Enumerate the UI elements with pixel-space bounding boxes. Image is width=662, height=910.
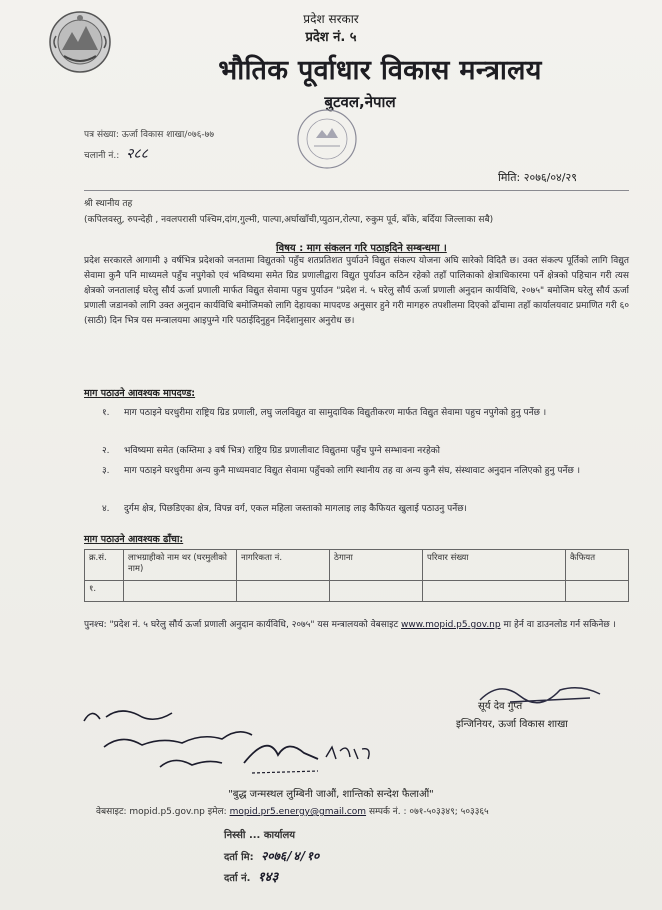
registration-number-value: १४३	[257, 870, 279, 885]
signatory-name: सूर्य देव गुप्त	[478, 701, 523, 712]
email-link[interactable]: mopid.pr5.energy@gmail.com	[229, 807, 367, 817]
signatory-title: इन्जिनियर, ऊर्जा विकास शाखा	[456, 719, 568, 730]
registration-stamp	[224, 825, 394, 887]
criteria-text: माग पठाइने घरधुरीमा अन्य कुनै माध्यमवाट विद्युत सेवामा पहुँचको लागि स्थानीय तह वा अन्य कुनै संघ, संस्थावाट अनुदान नलिएको हुनु पर्नेछ ।	[124, 466, 581, 476]
table-header-cell: नागरिकता नं.	[237, 550, 330, 581]
registration-date-row	[224, 847, 319, 864]
table-row	[85, 581, 629, 602]
table-header-cell: ठेगाना	[330, 550, 423, 581]
demand-form-table	[84, 549, 629, 602]
criteria-item	[102, 444, 629, 459]
footnote-text: पुनश्च: "प्रदेश नं. ५ घरेलु सौर्य ऊर्जा प्रणाली अनुदान कार्यविधि, २०७५" यस मन्त्रालयको वेबसाइट	[84, 620, 399, 630]
table-header-cell: परिवार संख्या	[423, 550, 566, 581]
dispatch-number: २८८	[126, 146, 148, 162]
letter-reference: पत्र संख्या: ऊर्जा विकास शाखा/०७६-७७	[84, 130, 215, 140]
table-cell	[237, 581, 330, 602]
footnote	[84, 617, 629, 633]
subject-line: विषय : माग संकलन गरि पठाइदिने सम्बन्धमा ।	[276, 243, 447, 254]
body-paragraph: प्रदेश सरकारले आगामी ३ वर्षभित्र प्रदेशको जनतामा विद्युतको पहुँच शतप्रतिशत पुर्याउने विद्युत संकल्प योजना अघि सारेको विदितै छ। उक्त संकल्प पूर्तिको लागि विद्युत सेवामा कुनै पनि माध्यमले पहुँच नपुगेको एवं भविष्यमा समेत ग्रिड प्रणालीद्वारा विद्युत पुर्याउन कठिन रहेको तहाँ पालिकाको क्षेत्राधिकारमा पर्ने क्षेत्रको पहिचान गरी त्यस क्षेत्रको जनतालाई घरेलु सौर्य ऊर्जा प्रणाली मार्फत विद्युत सेवामा पहुच पुर्याउन "प्रदेश नं. ५ घरेलु सौर्य ऊर्जा प्रणाली अनुदान कार्यविधि, २०७५" बमोजिम घरेलु सौर्य ऊर्जा प्रणाली जडानको लागि उक्त अनुदान कार्यविधि बमोजिमको लागि देहायका मापदण्ड अनुसार हुने गरी मागहरु तपशीलमा दिएको ढाँचामा तहाँ कार्यालयवाट प्रमाणित गरी ६० (साठी) दिन भित्र यस मन्त्रालयमा आइपुग्ने गरि पठाईदिनुहुन निर्देशानुसार अनुरोध छ।	[84, 256, 629, 326]
table-cell: १.	[85, 581, 124, 602]
motto: "बुद्ध जन्मस्थल लुम्बिनी जाऔं, शान्तिको सन्देश फैलाऔं"	[228, 789, 434, 800]
addressee-districts: (कपिलवस्तु, रुपन्देही , नवलपरासी पश्चिम,दांग,गुल्मी, पाल्पा,अर्घाखाँची,प्युठान,रोल्पा, रुकुम पूर्व, बाँके, बर्दिया जिल्लाका सबै)	[84, 215, 494, 225]
table-cell	[423, 581, 566, 602]
letter-date: मिति: २०७६/०४/२९	[498, 171, 577, 184]
footnote-text-end: मा हेर्न वा डाउनलोड गर्न सकिनेछ ।	[503, 620, 616, 630]
contact-line	[96, 804, 489, 817]
table-cell	[566, 581, 629, 602]
criteria-number: ३.	[102, 466, 110, 476]
table-header-cell: क्र.सं.	[85, 550, 124, 581]
form-heading: माग पठाउने आवश्यक ढाँचा:	[84, 534, 184, 545]
table-cell	[330, 581, 423, 602]
website-link[interactable]: www.mopid.p5.gov.np	[401, 620, 501, 630]
criteria-number: १.	[102, 408, 110, 418]
dispatch-number-row	[84, 144, 148, 163]
website-label: वेबसाइट: mopid.p5.gov.np इमेल:	[96, 807, 227, 817]
table-cell	[124, 581, 237, 602]
registration-office-label: निस्सी ... कार्यालय	[224, 830, 296, 841]
criteria-heading: माग पठाउने आवश्यक मापदण्ड:	[84, 388, 196, 399]
criteria-number: ४.	[102, 504, 110, 514]
header-location: बुटवल,नेपाल	[324, 93, 396, 111]
handwritten-forwarding-note	[82, 703, 382, 783]
criteria-item	[102, 406, 629, 421]
dispatch-label: चलानी नं.:	[84, 151, 120, 161]
header-province: प्रदेश नं. ५	[305, 30, 357, 45]
table-header-cell: कैफियत	[566, 550, 629, 581]
registration-date-label: दर्ता मि:	[224, 852, 254, 863]
phone-text: सम्पर्क नं. : ०७१-५०३३४९; ५०३३६५	[368, 807, 489, 817]
registration-number-label: दर्ता नं.	[224, 873, 251, 884]
criteria-text: माग पठाइने घरधुरीमा राष्ट्रिय ग्रिड प्रणाली, लघु जलविद्युत वा सामुदायिक विद्युतीकरण मार्फत विद्युत सेवामा पहुच नपुगेको हुनु पर्नेछ ।	[124, 408, 547, 418]
criteria-text: भविष्यमा समेत (कम्तिमा ३ वर्ष भित्र) राष्ट्रिय ग्रिड प्रणालीवाट विद्युतमा पहुँच पुग्ने सम्भावना नरहेको	[124, 446, 440, 456]
criteria-item	[102, 464, 629, 479]
addressee: श्री स्थानीय तह	[84, 199, 133, 209]
criteria-text: दुर्गम क्षेत्र, पिछडिएका क्षेत्र, विपन्न वर्ग, एकल महिला जस्ताको मागलाइ लाइ कैफियत खुलाई पठाउनु पर्नेछ।	[124, 504, 467, 514]
registration-number-row	[224, 867, 278, 885]
criteria-number: २.	[102, 446, 110, 456]
criteria-item	[102, 502, 629, 517]
table-header-row	[85, 550, 629, 581]
header-divider	[84, 190, 629, 191]
header-government: प्रदेश सरकार	[303, 12, 359, 26]
header-ministry: भौतिक पूर्वाधार विकास मन्त्रालय	[218, 55, 542, 86]
table-header-cell: लाभग्राहीको नाम थर (घरमुलीको नाम)	[124, 550, 237, 581]
office-round-stamp	[296, 108, 358, 170]
signatory-block	[456, 698, 568, 734]
registration-date-value: २०७६/४/१०	[261, 849, 320, 863]
